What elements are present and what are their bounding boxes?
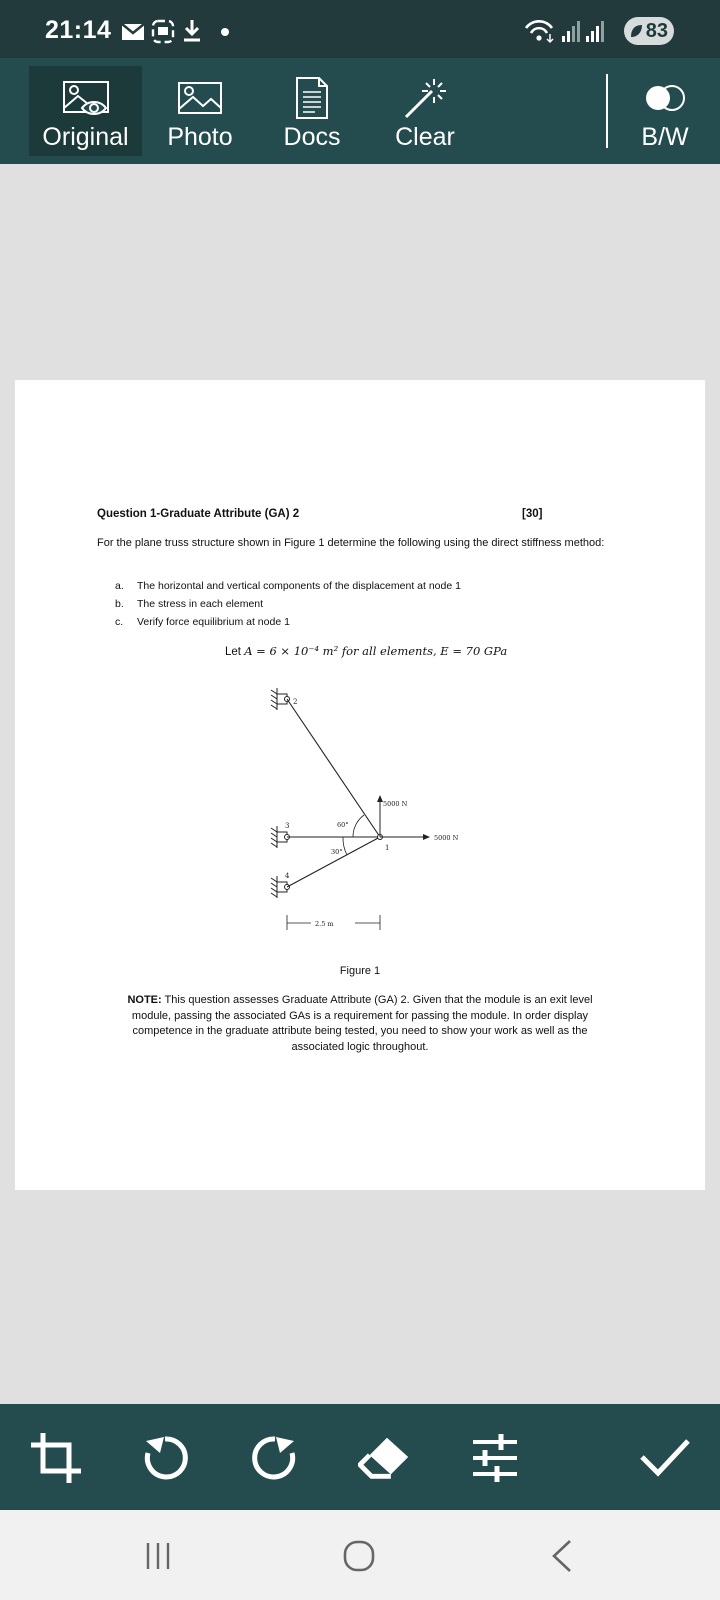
recent-apps-button[interactable] bbox=[128, 1534, 188, 1578]
rotate-right-button[interactable] bbox=[247, 1430, 303, 1486]
battery-leaf-icon bbox=[629, 23, 643, 39]
mode-clear-button[interactable] bbox=[375, 66, 475, 156]
home-button[interactable] bbox=[329, 1534, 389, 1578]
status-bar bbox=[0, 0, 720, 58]
angle-arc-60 bbox=[353, 815, 364, 837]
battery-icon bbox=[624, 17, 674, 45]
recent-apps-icon bbox=[145, 1541, 171, 1571]
eraser-button[interactable] bbox=[358, 1430, 414, 1486]
status-left-icons bbox=[122, 18, 232, 44]
bw-toggle-button[interactable] bbox=[620, 66, 710, 156]
note-label: NOTE: bbox=[127, 994, 162, 1006]
element-1-2 bbox=[287, 699, 380, 837]
toolbar-divider bbox=[606, 74, 608, 148]
wifi-icon bbox=[526, 21, 553, 42]
adjust-button[interactable] bbox=[467, 1430, 523, 1486]
bw-label: B/W bbox=[641, 123, 689, 151]
mode-docs-label: Docs bbox=[283, 123, 341, 151]
eraser-icon bbox=[358, 1433, 414, 1483]
list-item bbox=[115, 580, 461, 598]
crop-button[interactable] bbox=[28, 1430, 84, 1486]
note-paragraph bbox=[110, 993, 610, 1055]
angle-30-label: 30° bbox=[331, 848, 343, 856]
checkmark-icon bbox=[638, 1437, 692, 1479]
mode-docs-button[interactable] bbox=[262, 66, 362, 156]
support-node-2 bbox=[271, 688, 290, 710]
signal-icon-2 bbox=[586, 21, 604, 42]
list-text: Verify force equilibrium at node 1 bbox=[137, 616, 290, 628]
mode-clear-label: Clear bbox=[395, 123, 455, 151]
formula-prefix: Let bbox=[225, 646, 245, 658]
question-list bbox=[115, 580, 461, 634]
question-title: Question 1-Graduate Attribute (GA) 2 bbox=[97, 508, 300, 520]
list-item bbox=[115, 616, 461, 634]
document-preview[interactable] bbox=[15, 380, 705, 1190]
mode-photo-label: Photo bbox=[167, 123, 233, 151]
list-marker: b. bbox=[115, 598, 124, 610]
node-3-label: 3 bbox=[285, 822, 290, 830]
battery-level: 83 bbox=[645, 19, 668, 42]
list-text: The horizontal and vertical components of the displacement at node 1 bbox=[137, 580, 461, 592]
list-marker: c. bbox=[115, 616, 124, 628]
rotate-left-icon bbox=[140, 1433, 190, 1483]
node-4-label: 4 bbox=[285, 872, 290, 880]
back-button[interactable] bbox=[532, 1534, 592, 1578]
mail-icon bbox=[122, 24, 144, 40]
home-icon bbox=[342, 1539, 376, 1573]
figure-caption: Figure 1 bbox=[339, 965, 381, 977]
mode-original-button[interactable] bbox=[29, 66, 142, 156]
angle-60-label: 60° bbox=[337, 821, 349, 829]
angle-arc-30 bbox=[343, 837, 347, 855]
adjust-sliders-icon bbox=[469, 1432, 521, 1484]
mode-photo-button[interactable] bbox=[150, 66, 250, 156]
formula-text: A = 6 × 10⁻⁴ m² for all elements, E = 70 GPa bbox=[244, 644, 508, 658]
given-formula bbox=[225, 644, 507, 658]
element-1-4 bbox=[287, 837, 380, 887]
truss-figure bbox=[215, 680, 485, 950]
load-vertical-label: 5000 N bbox=[383, 800, 408, 808]
load-horizontal-label: 5000 N bbox=[434, 834, 459, 842]
magic-wand-icon bbox=[402, 75, 448, 121]
question-marks: [30] bbox=[522, 508, 543, 520]
confirm-button[interactable] bbox=[637, 1430, 693, 1486]
image-eye-icon bbox=[62, 78, 110, 118]
signal-icon bbox=[562, 21, 580, 42]
node-1-label: 1 bbox=[385, 844, 390, 852]
status-time: 21:14 bbox=[45, 16, 112, 44]
edit-toolbar bbox=[0, 1404, 720, 1510]
image-icon bbox=[177, 79, 223, 117]
download-icon bbox=[184, 20, 200, 40]
node-2-label: 2 bbox=[293, 698, 298, 706]
question-intro: For the plane truss structure shown in Figure 1 determine the following using the direct stiffness method: bbox=[97, 537, 605, 549]
list-item bbox=[115, 598, 461, 616]
contrast-toggle-icon bbox=[643, 83, 687, 113]
filter-toolbar bbox=[0, 58, 720, 164]
note-text: This question assesses Graduate Attribute (GA) 2. Given that the module is an exit level module, passing the associated GAs is a requirement for passing the module. In order display competence in the graduate attribute being tested, you need to show your work as well as the associated logic throughout. bbox=[131, 994, 593, 1053]
dot-icon bbox=[221, 28, 229, 36]
rotate-right-icon bbox=[250, 1433, 300, 1483]
rotate-left-button[interactable] bbox=[137, 1430, 193, 1486]
status-right-icons bbox=[524, 18, 614, 44]
list-marker: a. bbox=[115, 580, 124, 592]
dimension-label: 2.5 m bbox=[315, 920, 334, 928]
document-icon bbox=[295, 76, 329, 120]
screenshot-icon bbox=[153, 21, 173, 42]
crop-icon bbox=[29, 1431, 83, 1485]
list-text: The stress in each element bbox=[137, 598, 264, 610]
system-nav-bar bbox=[0, 1510, 720, 1600]
back-icon bbox=[550, 1539, 574, 1573]
mode-original-label: Original bbox=[42, 123, 129, 151]
